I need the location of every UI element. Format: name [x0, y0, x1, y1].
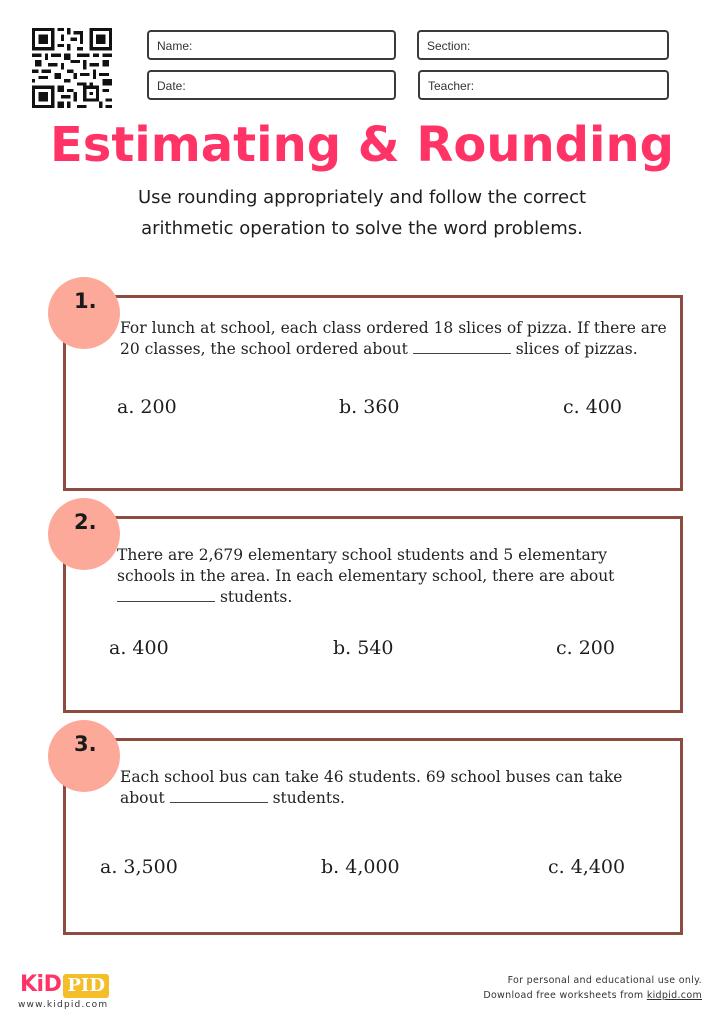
- question-1-text-before: 20 classes, the school ordered about: [120, 340, 408, 358]
- option-a[interactable]: a. 400: [109, 637, 169, 659]
- option-b[interactable]: b. 360: [339, 396, 400, 418]
- instructions-line-2: arithmetic operation to solve the word problems.: [141, 218, 583, 239]
- footer-notice-line-2: [483, 988, 702, 1003]
- question-1-number: 1.: [74, 289, 97, 313]
- question-3-text-after: students.: [272, 789, 345, 807]
- option-c[interactable]: c. 400: [563, 396, 622, 418]
- question-2-text-after: students.: [219, 588, 293, 606]
- option-b[interactable]: b. 4,000: [321, 856, 400, 878]
- question-1-line-2: [120, 339, 667, 360]
- option-a[interactable]: a. 200: [117, 396, 177, 418]
- section-field[interactable]: [417, 30, 669, 60]
- section-label: Section:: [427, 39, 471, 53]
- footer-notice: [483, 973, 702, 1003]
- logo-url: www.kidpid.com: [18, 1000, 109, 1010]
- instructions-line-1: Use rounding appropriately and follow the correct: [137, 187, 587, 208]
- question-2-text: [117, 545, 614, 608]
- answer-blank[interactable]: [170, 788, 268, 803]
- name-field[interactable]: [147, 30, 396, 60]
- question-2-box: [63, 516, 683, 713]
- question-2-line-1: There are 2,679 elementary school students and 5 elementary: [117, 546, 607, 564]
- question-3-number: 3.: [74, 732, 97, 756]
- answer-blank[interactable]: [413, 339, 511, 354]
- answer-blank[interactable]: [117, 587, 215, 602]
- page-title: Estimating & Rounding: [50, 117, 674, 173]
- date-field[interactable]: [147, 70, 396, 100]
- question-2-number-badge: [48, 498, 120, 570]
- question-3-text: [120, 767, 622, 809]
- question-3-text-before: about: [120, 789, 165, 807]
- kidpid-link[interactable]: kidpid.com: [646, 990, 702, 1001]
- question-1-text: [120, 318, 667, 360]
- question-3-line-2: [120, 788, 622, 809]
- footer-notice-line-1: For personal and educational use only.: [507, 975, 702, 986]
- logo-pid-text: PID: [63, 974, 109, 998]
- question-2-line-3: [117, 587, 614, 608]
- question-3-line-1: Each school bus can take 46 students. 69 school buses can take: [120, 768, 623, 786]
- option-c[interactable]: c. 200: [556, 637, 615, 659]
- question-3-number-badge: [48, 720, 120, 792]
- option-a[interactable]: a. 3,500: [100, 856, 178, 878]
- logo-kid-text: KiD: [20, 972, 62, 997]
- kidpid-logo: [20, 972, 109, 998]
- question-1-box: [63, 295, 683, 491]
- question-3-box: [63, 738, 683, 935]
- footer-notice-prefix: Download free worksheets from: [483, 990, 644, 1001]
- qr-code: [32, 28, 112, 108]
- question-2-number: 2.: [74, 510, 97, 534]
- teacher-field[interactable]: [418, 70, 669, 100]
- instructions: [0, 182, 724, 244]
- question-2-line-2: schools in the area. In each elementary school, there are about: [117, 567, 615, 585]
- option-c[interactable]: c. 4,400: [548, 856, 626, 878]
- name-label: Name:: [157, 39, 193, 53]
- question-1-line-1: For lunch at school, each class ordered 18 slices of pizza. If there are: [120, 319, 667, 337]
- option-b[interactable]: b. 540: [333, 637, 394, 659]
- teacher-label: Teacher:: [428, 79, 475, 93]
- date-label: Date:: [157, 79, 186, 93]
- question-1-number-badge: [48, 277, 120, 349]
- question-1-text-after: slices of pizzas.: [515, 340, 638, 358]
